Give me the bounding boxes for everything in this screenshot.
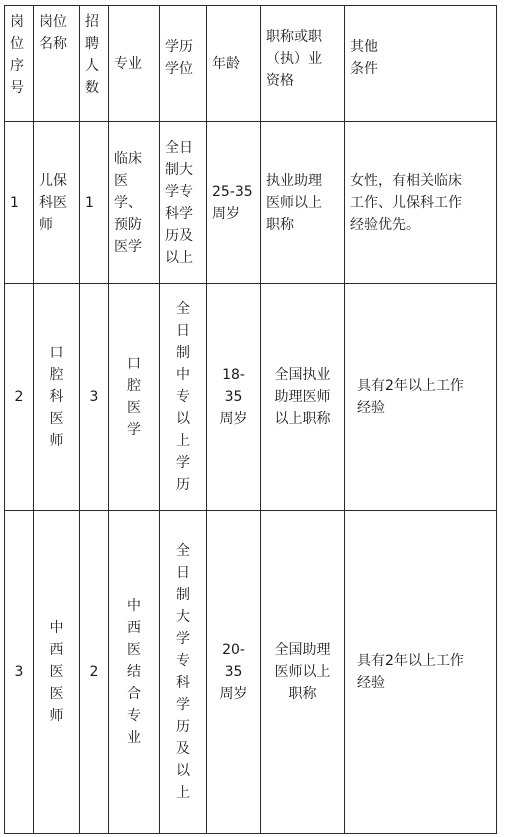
cell-major: 口 腔 医 学 xyxy=(109,284,160,511)
header-seq: 岗 位 序 号 xyxy=(5,6,34,122)
header-count: 招 聘 人 数 xyxy=(80,6,109,122)
cell-position: 中 西 医 医 师 xyxy=(34,511,80,834)
table-row xyxy=(5,284,497,511)
table-row xyxy=(5,511,497,834)
recruitment-table xyxy=(4,5,497,834)
table-row xyxy=(5,122,497,284)
cell-seq: 3 xyxy=(5,511,34,834)
cell-education: 全日 制大 学专 科学 历及 以上 xyxy=(160,122,207,284)
cell-age: 20- 35 周岁 xyxy=(207,511,261,834)
cell-age: 18- 35 周岁 xyxy=(207,284,261,511)
table-header-row xyxy=(5,6,497,122)
cell-other: 具有2年以上工作 经验 xyxy=(345,511,497,834)
header-position: 岗位 名称 xyxy=(34,6,80,122)
header-major: 专业 xyxy=(109,6,160,122)
cell-count: 1 xyxy=(80,122,109,284)
cell-education: 全 日 制 大 学 专 科 学 历 及 以 上 xyxy=(160,511,207,834)
header-age: 年龄 xyxy=(207,6,261,122)
cell-age: 25-35 周岁 xyxy=(207,122,261,284)
cell-count: 3 xyxy=(80,284,109,511)
header-title: 职称或职 （执）业 资格 xyxy=(261,6,345,122)
cell-seq: 1 xyxy=(5,122,34,284)
cell-count: 2 xyxy=(80,511,109,834)
header-other: 其他 条件 xyxy=(345,6,497,122)
cell-other: 具有2年以上工作 经验 xyxy=(345,284,497,511)
cell-title: 全国执业 助理医师 以上职称 xyxy=(261,284,345,511)
cell-major: 临床 医 学、 预防 医学 xyxy=(109,122,160,284)
cell-education: 全 日 制 中 专 以 上 学 历 xyxy=(160,284,207,511)
cell-title: 全国助理 医师以上 职称 xyxy=(261,511,345,834)
cell-title: 执业助理 医师以上 职称 xyxy=(261,122,345,284)
cell-seq: 2 xyxy=(5,284,34,511)
cell-position: 口 腔 科 医 师 xyxy=(34,284,80,511)
cell-position: 儿保 科医 师 xyxy=(34,122,80,284)
cell-other: 女性，有相关临床 工作、儿保科工作 经验优先。 xyxy=(345,122,497,284)
cell-major: 中 西 医 结 合 专 业 xyxy=(109,511,160,834)
header-education: 学历 学位 xyxy=(160,6,207,122)
